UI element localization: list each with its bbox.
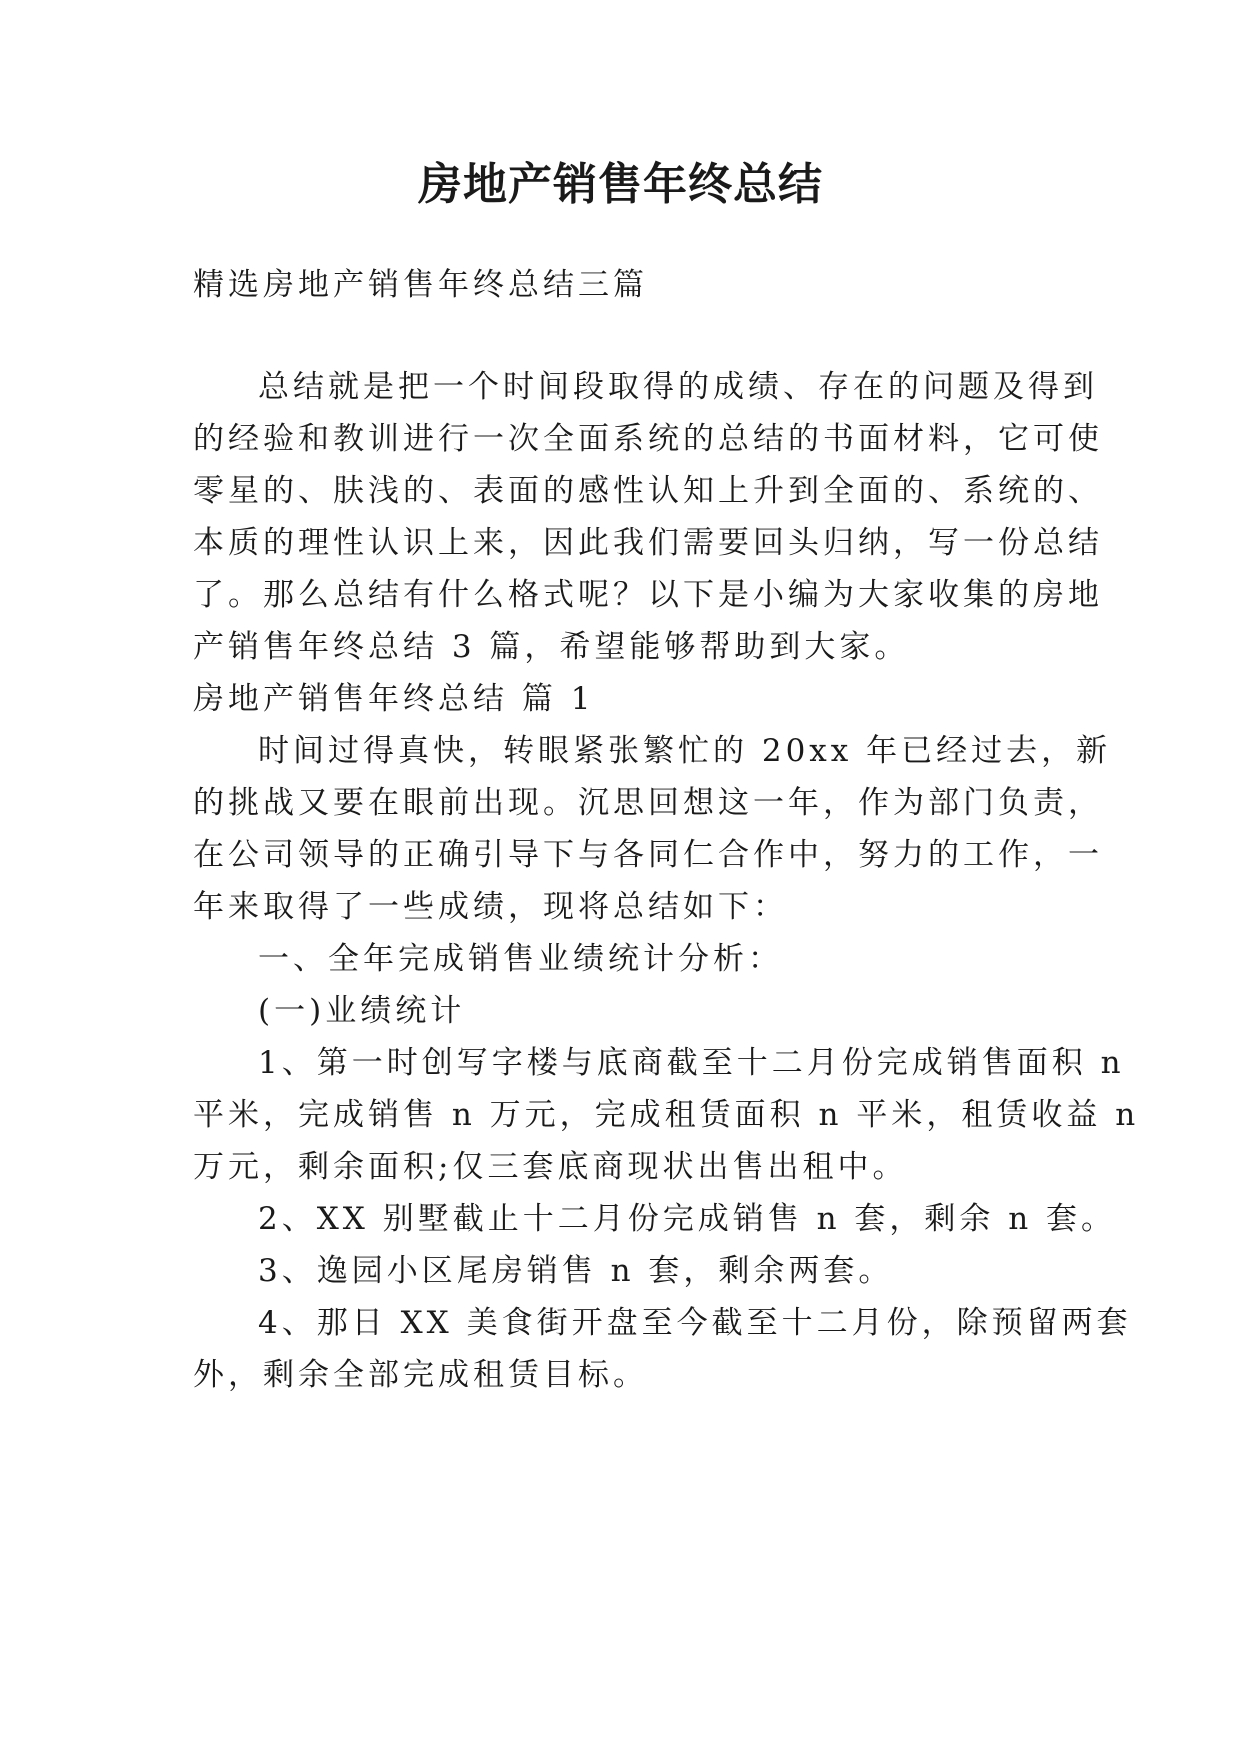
subsection-heading: (一)业绩统计 <box>258 993 466 1029</box>
paragraph-line: 的挑战又要在眼前出现。沉思回想这一年，作为部门负责， <box>193 785 1103 821</box>
paragraph-line: 年来取得了一些成绩，现将总结如下： <box>193 889 788 925</box>
intro-line: 了。那么总结有什么格式呢？以下是小编为大家收集的房地 <box>193 577 1103 613</box>
intro-line: 产销售年终总结 3 篇，希望能够帮助到大家。 <box>193 629 910 665</box>
list-item-line: 3、逸园小区尾房销售 n 套，剩余两套。 <box>258 1253 894 1289</box>
intro-line: 本质的理性认识上来，因此我们需要回头归纳，写一份总结 <box>193 525 1103 561</box>
paragraph-line: 时间过得真快，转眼紧张繁忙的 20xx 年已经过去，新 <box>258 733 1112 769</box>
section-heading: 房地产销售年终总结 篇 1 <box>193 681 595 717</box>
intro-line: 总结就是把一个时间段取得的成绩、存在的问题及得到 <box>258 369 1098 405</box>
list-item-line: 1、第一时创写字楼与底商截至十二月份完成销售面积 n <box>258 1045 1125 1081</box>
list-item-line: 2、XX 别墅截止十二月份完成销售 n 套，剩余 n 套。 <box>258 1201 1117 1237</box>
list-item-line: 外，剩余全部完成租赁目标。 <box>193 1357 648 1393</box>
paragraph-line: 在公司领导的正确引导下与各同仁合作中，努力的工作，一 <box>193 837 1103 873</box>
list-item-line: 万元，剩余面积;仅三套底商现状出售出租中。 <box>193 1149 908 1185</box>
intro-line: 的经验和教训进行一次全面系统的总结的书面材料，它可使 <box>193 421 1103 457</box>
document-subtitle: 精选房地产销售年终总结三篇 <box>193 267 648 303</box>
subsection-heading: 一、全年完成销售业绩统计分析： <box>258 941 783 977</box>
list-item-line: 平米，完成销售 n 万元，完成租赁面积 n 平米，租赁收益 n <box>193 1097 1140 1133</box>
intro-line: 零星的、肤浅的、表面的感性认知上升到全面的、系统的、 <box>193 473 1103 509</box>
document-title: 房地产销售年终总结 <box>418 159 823 210</box>
list-item-line: 4、那日 XX 美食街开盘至今截至十二月份，除预留两套 <box>258 1305 1132 1341</box>
